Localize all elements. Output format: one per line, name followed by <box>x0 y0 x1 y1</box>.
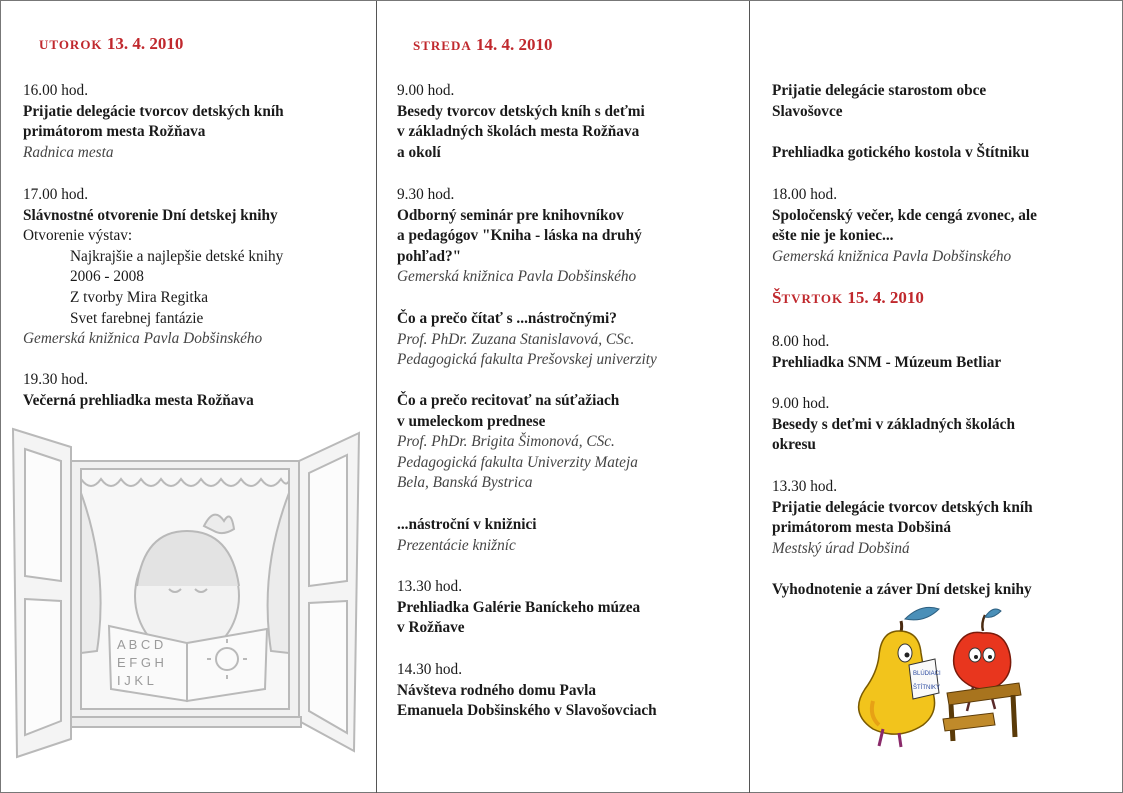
event-time: 17.00 hod. <box>23 186 89 203</box>
book-letters-row-1: A B C D <box>117 637 164 652</box>
event-title: primátorom mesta Rožňava <box>23 123 206 141</box>
day-date: 14. 4. 2010 <box>476 35 553 54</box>
event-location: Gemerská knižnica Pavla Dobšinského <box>23 330 263 348</box>
event-title: v základných školách mesta Rožňava <box>397 123 640 141</box>
event-title: Prehliadka SNM - Múzeum Betliar <box>772 353 1002 371</box>
event-title: a okolí <box>397 143 441 161</box>
event-title: Prijatie delegácie tvorcov detských kníh <box>23 102 284 120</box>
event-title: Slavošovce <box>772 102 843 120</box>
event-location: Radnica mesta <box>23 143 114 161</box>
event-block <box>397 81 742 163</box>
event-time: 13.30 hod. <box>772 478 838 495</box>
day-heading-wednesday <box>413 35 553 55</box>
event-time: 13.30 hod. <box>397 578 463 595</box>
event-block <box>772 81 1117 122</box>
event-block <box>397 660 742 722</box>
exhibition-item: Najkrajšie a najlepšie detské knihy <box>70 247 284 265</box>
pear-and-apple-illustration <box>843 601 1023 751</box>
event-title: a pedagógov "Kniha - láska na druhý <box>397 227 642 245</box>
event-location: Gemerská knižnica Pavla Dobšinského <box>772 247 1012 265</box>
event-title: v umeleckom prednese <box>397 412 546 430</box>
event-block <box>772 143 1117 164</box>
event-block <box>397 185 742 288</box>
event-title: Odborný seminár pre knihovníkov <box>397 206 624 224</box>
event-title: Prehliadka gotického kostola v Štítniku <box>772 144 1030 161</box>
column-divider-2 <box>749 1 750 793</box>
book-letters-row-2: E F G H <box>117 655 164 670</box>
event-title: Besedy tvorcov detských kníh s deťmi <box>397 102 645 120</box>
event-title: Prehliadka Galérie Baníckeho múzea <box>397 598 641 616</box>
event-title: v Rožňave <box>397 619 465 637</box>
book-letters-row-3: I J K L <box>117 673 154 688</box>
exhibition-item: Z tvorby Mira Regitka <box>70 288 209 306</box>
event-title: Večerná prehliadka mesta Rožňava <box>23 391 254 409</box>
event-institution: Bela, Banská Bystrica <box>397 474 533 492</box>
day-name: UTOROK <box>39 37 103 52</box>
event-block <box>772 332 1117 373</box>
girl-reading-window-illustration <box>9 421 367 766</box>
event-time: 16.00 hod. <box>23 82 89 99</box>
event-block <box>772 477 1117 559</box>
event-time: 9.00 hod. <box>397 82 455 99</box>
exhibition-item: 2006 - 2008 <box>70 268 144 286</box>
event-title: Vyhodnotenie a záver Dní detskej knihy <box>772 581 1032 598</box>
event-location: Mestský úrad Dobšiná <box>772 539 910 557</box>
event-title: Emanuela Dobšinského v Slavošovciach <box>397 702 657 720</box>
event-time: 9.00 hod. <box>772 395 830 412</box>
exhibition-item: Svet farebnej fantázie <box>70 309 204 327</box>
event-block <box>23 81 363 163</box>
day-heading-thursday <box>772 288 924 308</box>
event-block <box>23 370 363 411</box>
event-block <box>397 515 742 556</box>
event-speaker: Prof. PhDr. Brigita Šimonová, CSc. <box>397 433 615 451</box>
event-title: ešte nie je koniec... <box>772 227 894 245</box>
event-speaker: Prof. PhDr. Zuzana Stanislavová, CSc. <box>397 330 635 348</box>
day-name-initial: Š <box>772 288 782 307</box>
event-block <box>23 185 363 350</box>
event-title: Čo a prečo recitovať na súťažiach <box>397 392 620 409</box>
column-divider-1 <box>376 1 377 793</box>
event-time: 18.00 hod. <box>772 186 838 203</box>
event-block <box>397 309 742 371</box>
event-title: Besedy s deťmi v základných školách <box>772 415 1015 433</box>
event-block <box>397 577 742 639</box>
day-name: STREDA <box>413 38 472 53</box>
event-title: primátorom mesta Dobšiná <box>772 519 952 537</box>
event-block <box>397 391 742 494</box>
event-location: Gemerská knižnica Pavla Dobšinského <box>397 268 637 286</box>
event-title: okresu <box>772 436 816 454</box>
event-subtitle: Otvorenie výstav: <box>23 227 133 245</box>
event-title: Spoločenský večer, kde cengá zvonec, ale <box>772 206 1037 224</box>
event-title: Prijatie delegácie starostom obce <box>772 82 987 99</box>
event-title: Prijatie delegácie tvorcov detských kníh <box>772 498 1033 516</box>
event-title: Návšteva rodného domu Pavla <box>397 681 597 699</box>
event-block <box>772 394 1117 456</box>
day-name: TVRTOK <box>781 291 844 306</box>
day-heading-tuesday <box>39 34 183 54</box>
column-wednesday <box>397 1 742 793</box>
book-label-line-2: ŠTÍTNIKY <box>913 685 941 691</box>
event-title: Slávnostné otvorenie Dní detskej knihy <box>23 206 278 224</box>
event-title: Čo a prečo čítať s ...nástročnými? <box>397 310 617 327</box>
event-time: 8.00 hod. <box>772 333 830 350</box>
event-title: pohľad?" <box>397 247 462 265</box>
event-time: 9.30 hod. <box>397 186 455 203</box>
event-institution: Pedagogická fakulta Prešovskej univerzity <box>397 351 657 369</box>
event-institution: Pedagogická fakulta Univerzity Mateja <box>397 453 638 471</box>
event-time: 19.30 hod. <box>23 371 89 388</box>
event-title: ...nástroční v knižnici <box>397 516 537 533</box>
event-location: Prezentácie knižníc <box>397 536 516 554</box>
event-block <box>772 185 1117 267</box>
book-label-line-1: BLÚDIACI <box>913 671 941 677</box>
event-block <box>772 580 1117 601</box>
day-date: 13. 4. 2010 <box>106 34 184 53</box>
day-date: 15. 4. 2010 <box>847 288 924 307</box>
event-time: 14.30 hod. <box>397 661 463 678</box>
